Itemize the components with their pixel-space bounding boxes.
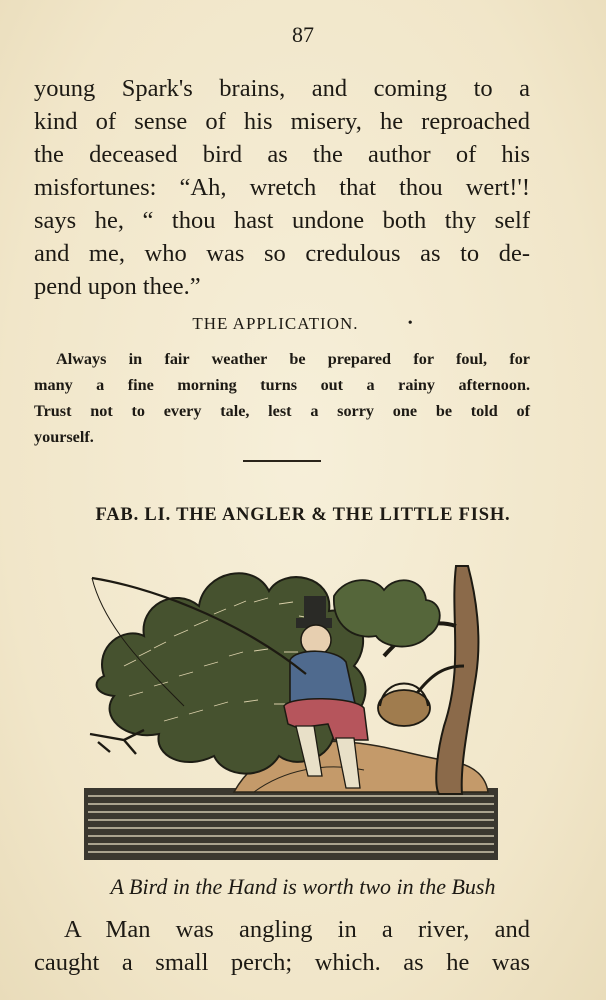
text-line: A Man was angling in a river, and <box>64 916 530 943</box>
basket <box>378 690 430 726</box>
text-line: many a fine morning turns out a rainy afternoon. <box>34 376 530 394</box>
illustration-caption: A Bird in the Hand is worth two in the Bush <box>110 874 496 899</box>
text-line: Always in fair weather be prepared for foul, for <box>56 350 530 368</box>
page-number: 87 <box>292 22 314 47</box>
text-line: misfortunes: “Ah, wretch that thou wert!'! <box>34 174 530 201</box>
text-line: says he, “ thou hast undone both thy self <box>34 207 530 234</box>
fable-heading: FAB. LI. THE ANGLER & THE LITTLE FISH. <box>95 505 511 525</box>
text-line: caught a small perch; which. as he was <box>34 949 530 976</box>
application-text <box>34 346 530 450</box>
application-heading <box>0 314 606 334</box>
top-paragraph <box>34 72 530 303</box>
text-line: young Spark's brains, and coming to a <box>34 75 530 102</box>
text-line: yourself. <box>34 428 94 446</box>
text-line: pend upon thee.” <box>34 273 201 300</box>
water-band <box>84 788 498 860</box>
stray-mark: • <box>407 316 414 331</box>
broken-branch <box>90 730 144 754</box>
application-heading-text: THE APPLICATION. <box>192 314 359 333</box>
text-line: kind of sense of his misery, he reproached <box>34 108 530 135</box>
text-line: Trust not to every tale, lest a sorry one be told of <box>34 402 530 420</box>
angler-woodcut-illustration <box>84 556 498 862</box>
section-divider <box>243 460 321 462</box>
text-line: and me, who was so credulous as to de- <box>34 240 530 267</box>
text-line: the deceased bird as the author of his <box>34 141 530 168</box>
tree-trunk <box>436 566 478 794</box>
bottom-paragraph <box>34 913 530 979</box>
